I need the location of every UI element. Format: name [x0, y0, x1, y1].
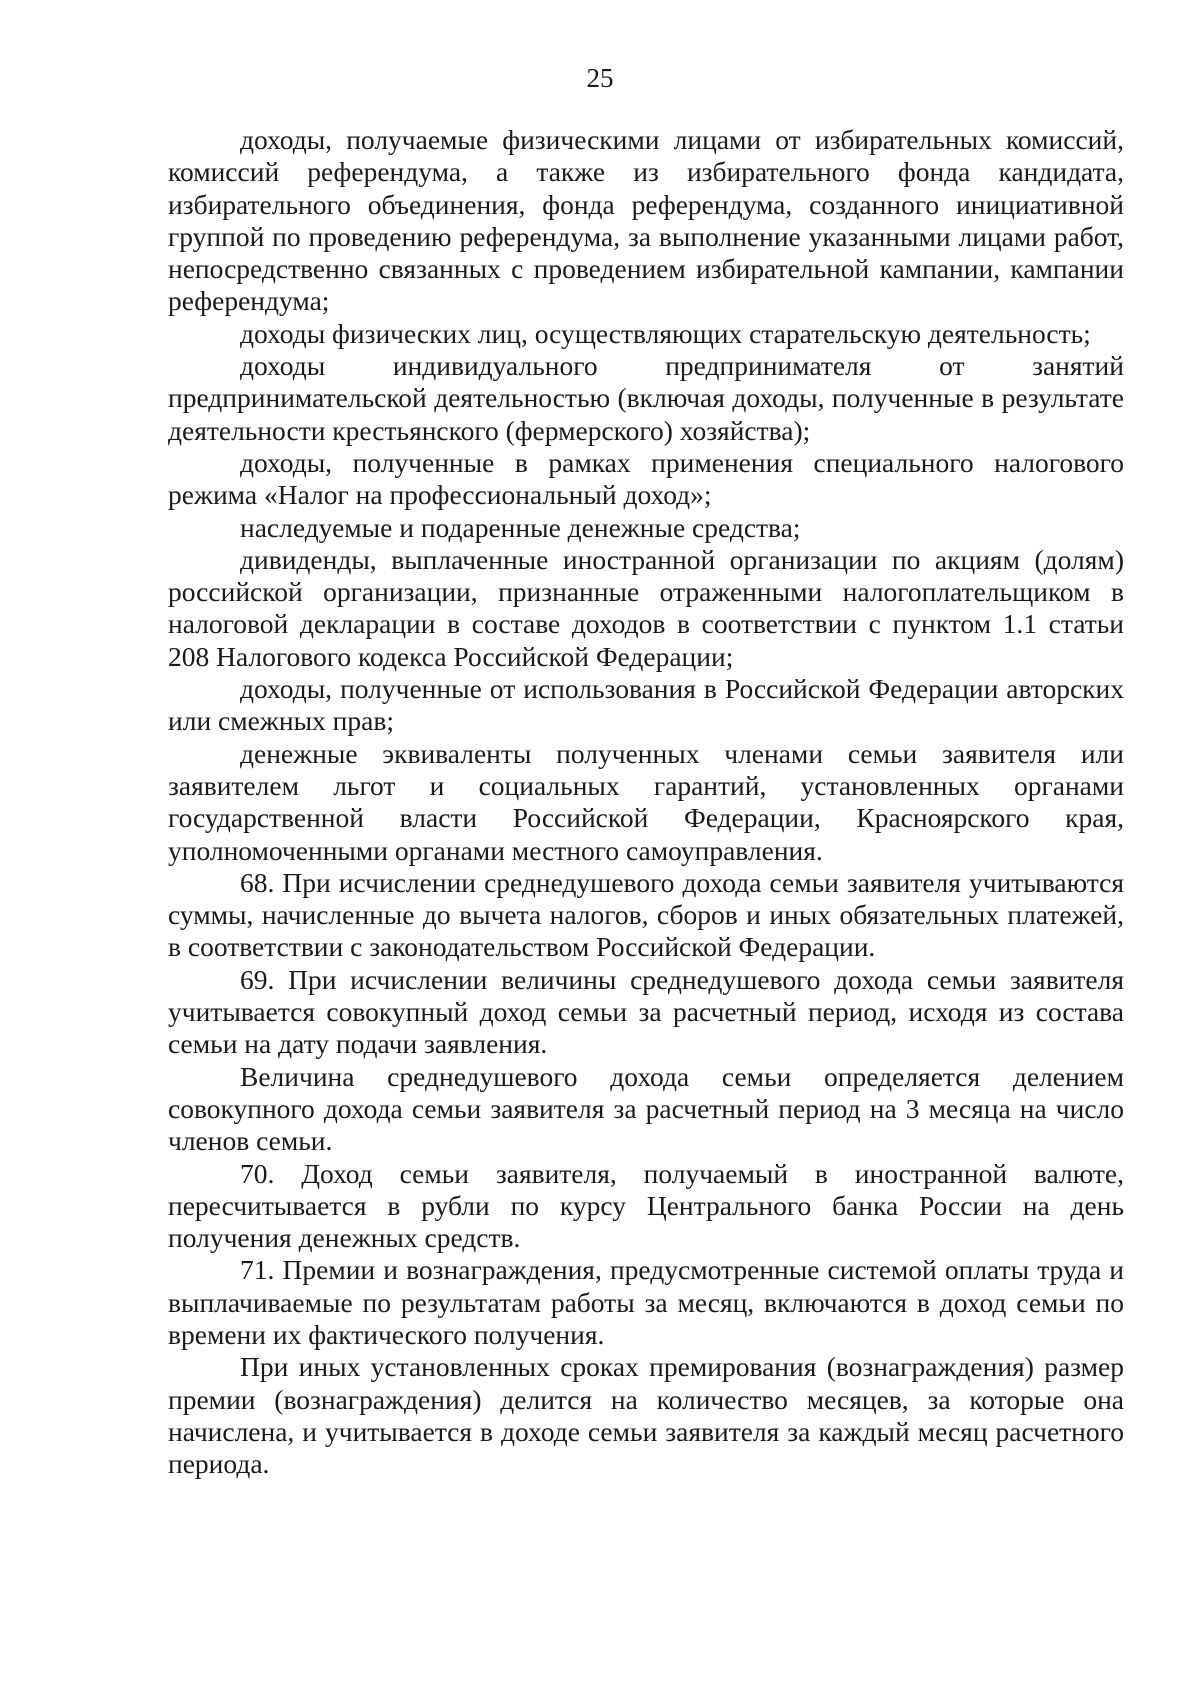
paragraph-item-69: 69. При исчислении величины среднедушевого дохода семьи заявителя учитывается совокупный доход семьи за расчетный период, исходя из состава семьи на дату подачи заявления. [168, 963, 1124, 1060]
paragraph-prospecting-income: доходы физических лиц, осуществляющих старательскую деятельность; [240, 317, 1091, 349]
paragraph-average-income-calculation: Величина среднедушевого дохода семьи определяется делением совокупного дохода семьи заявителя за расчетный период на 3 месяца на число членов семьи. [168, 1060, 1124, 1157]
paragraph-benefit-equivalents: денежные эквиваленты полученных членами семьи заявителя или заявителем льгот и социальных гарантий, установленных органами государственной власти Российской Федерации, Красноярского края, уполномоченными органами местного самоуправления. [168, 737, 1124, 866]
page-number: 25 [586, 63, 614, 93]
document-body [168, 124, 1124, 1480]
paragraph-professional-income-tax: доходы, полученные в рамках применения специального налогового режима «Налог на профессиональный доход»; [168, 446, 1124, 511]
paragraph-bonus-periods: При иных установленных сроках премирования (вознаграждения) размер премии (вознаграждения) делится на количество месяцев, за которые она начислена, и учитывается в доходе семьи заявителя за каждый месяц расчетного периода. [168, 1351, 1124, 1480]
paragraph-entrepreneur-income: доходы индивидуального предпринимателя от занятий предпринимательской деятельностью (включая доходы, полученные в результате деятельности крестьянского (фермерского) хозяйства); [168, 350, 1124, 446]
paragraph-election-commission-income: доходы, получаемые физическими лицами от избирательных комиссий, комиссий референдума, а также из избирательного фонда кандидата, избирательного объединения, фонда референдума, созданного инициативной группой по проведению референдума, за выполнение указанными лицами работ, непосредственно связанных с проведением избирательной кампании, кампании референдума; [168, 124, 1124, 317]
paragraph-inherited-funds: наследуемые и подаренные денежные средства; [240, 511, 801, 543]
paragraph-item-68: 68. При исчислении среднедушевого дохода семьи заявителя учитываются суммы, начисленные до вычета налогов, сборов и иных обязательных платежей, в соответствии с законодательством Российской Федерации. [168, 866, 1124, 963]
paragraph-item-71: 71. Премии и вознаграждения, предусмотренные системой оплаты труда и выплачиваемые по результатам работы за месяц, включаются в доход семьи по времени их фактического получения. [168, 1254, 1124, 1350]
paragraph-copyright-income: доходы, полученные от использования в Российской Федерации авторских или смежных прав; [168, 673, 1124, 737]
paragraph-dividends: дивиденды, выплаченные иностранной организации по акциям (долям) российской организации, признанные отраженными налогоплательщиком в налоговой декларации в составе доходов в соответствии с пунктом 1.1 статьи 208 Налогового кодекса Российской Федерации; [168, 543, 1124, 672]
paragraph-item-70: 70. Доход семьи заявителя, получаемый в иностранной валюте, пересчитывается в рубли по курсу Центрального банка России на день получения денежных средств. [168, 1157, 1124, 1254]
